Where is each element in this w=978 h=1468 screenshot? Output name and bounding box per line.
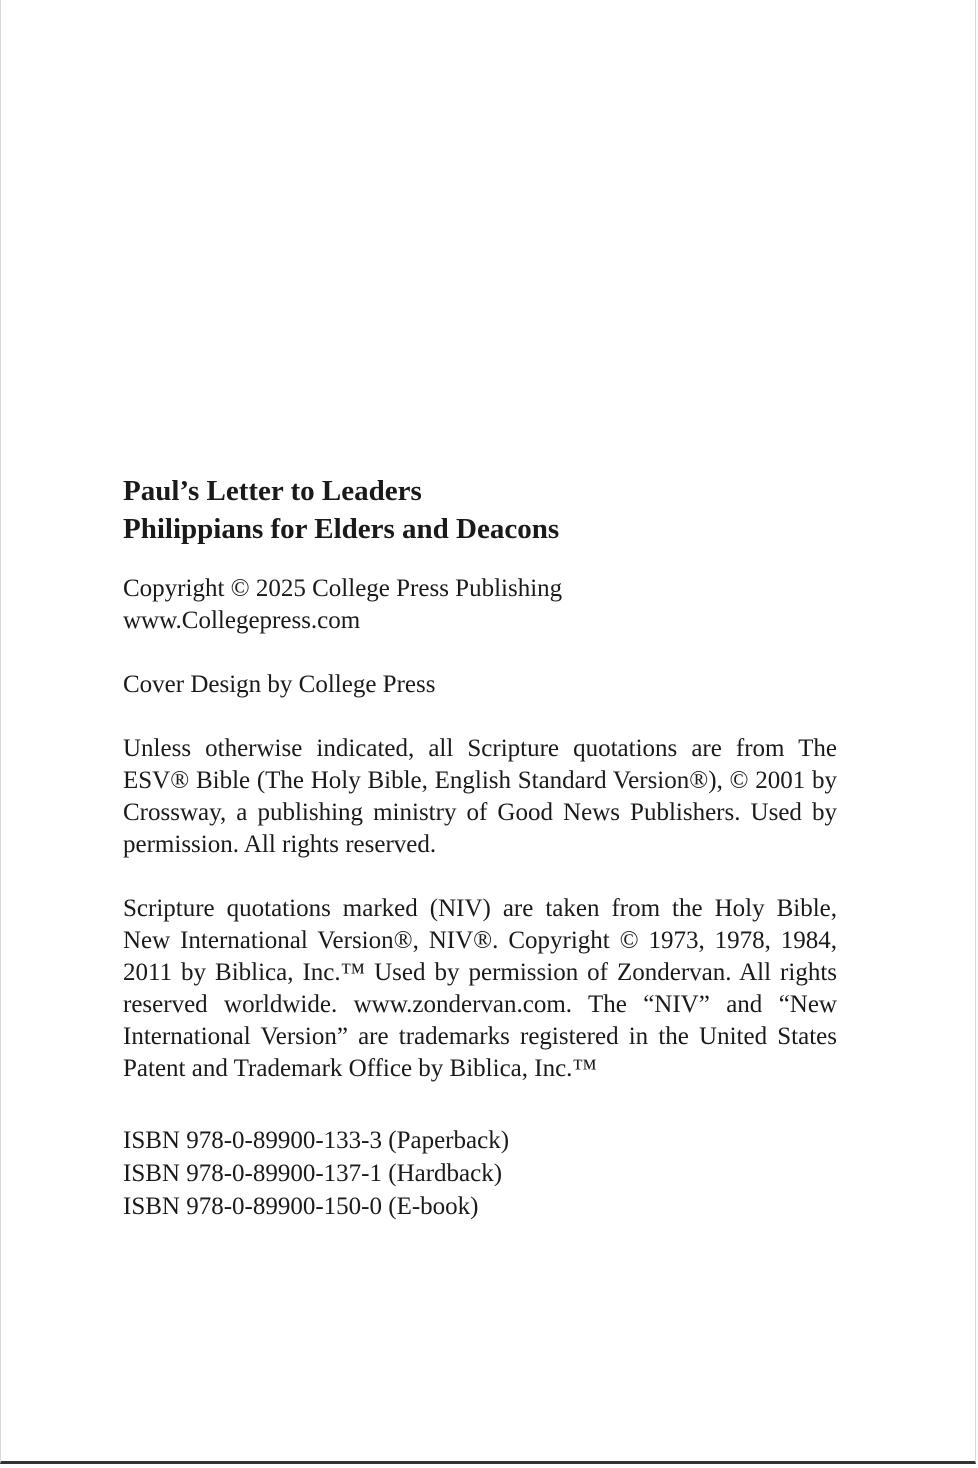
esv-permission-notice: Unless otherwise indicated, all Scripture quotations are from The ESV® Bible (The Holy Bible, English Standard Version®), © 2001 by Crossway, a publishing ministry of Good News Publishers. Used by permission. All rights reserved. xyxy=(123,735,837,858)
book-subtitle: Philippians for Elders and Deacons xyxy=(123,513,560,545)
isbn-ebook: ISBN 978-0-89900-150-0 (E-book) xyxy=(123,1193,479,1220)
copyright-content xyxy=(123,472,837,1223)
publisher-website: www.Collegepress.com xyxy=(123,607,361,634)
isbn-hardback: ISBN 978-0-89900-137-1 (Hardback) xyxy=(123,1160,503,1187)
cover-design-credit: Cover Design by College Press xyxy=(123,671,436,698)
copyright-line: Copyright © 2025 College Press Publishing xyxy=(123,575,563,602)
isbn-paperback: ISBN 978-0-89900-133-3 (Paperback) xyxy=(123,1127,510,1154)
book-title: Paul’s Letter to Leaders xyxy=(123,475,422,507)
niv-permission-notice: Scripture quotations marked (NIV) are taken from the Holy Bible, New International Version®, NIV®. Copyright © 1973, 1978, 1984, 2011 by Biblica, Inc.™ Used by permission of Zondervan. All rights reserved worldwide. www.zondervan.com. The “NIV” and “New International Version” are trademarks registered in the United States Patent and Trademark Office by Biblica, Inc.™ xyxy=(123,895,837,1082)
